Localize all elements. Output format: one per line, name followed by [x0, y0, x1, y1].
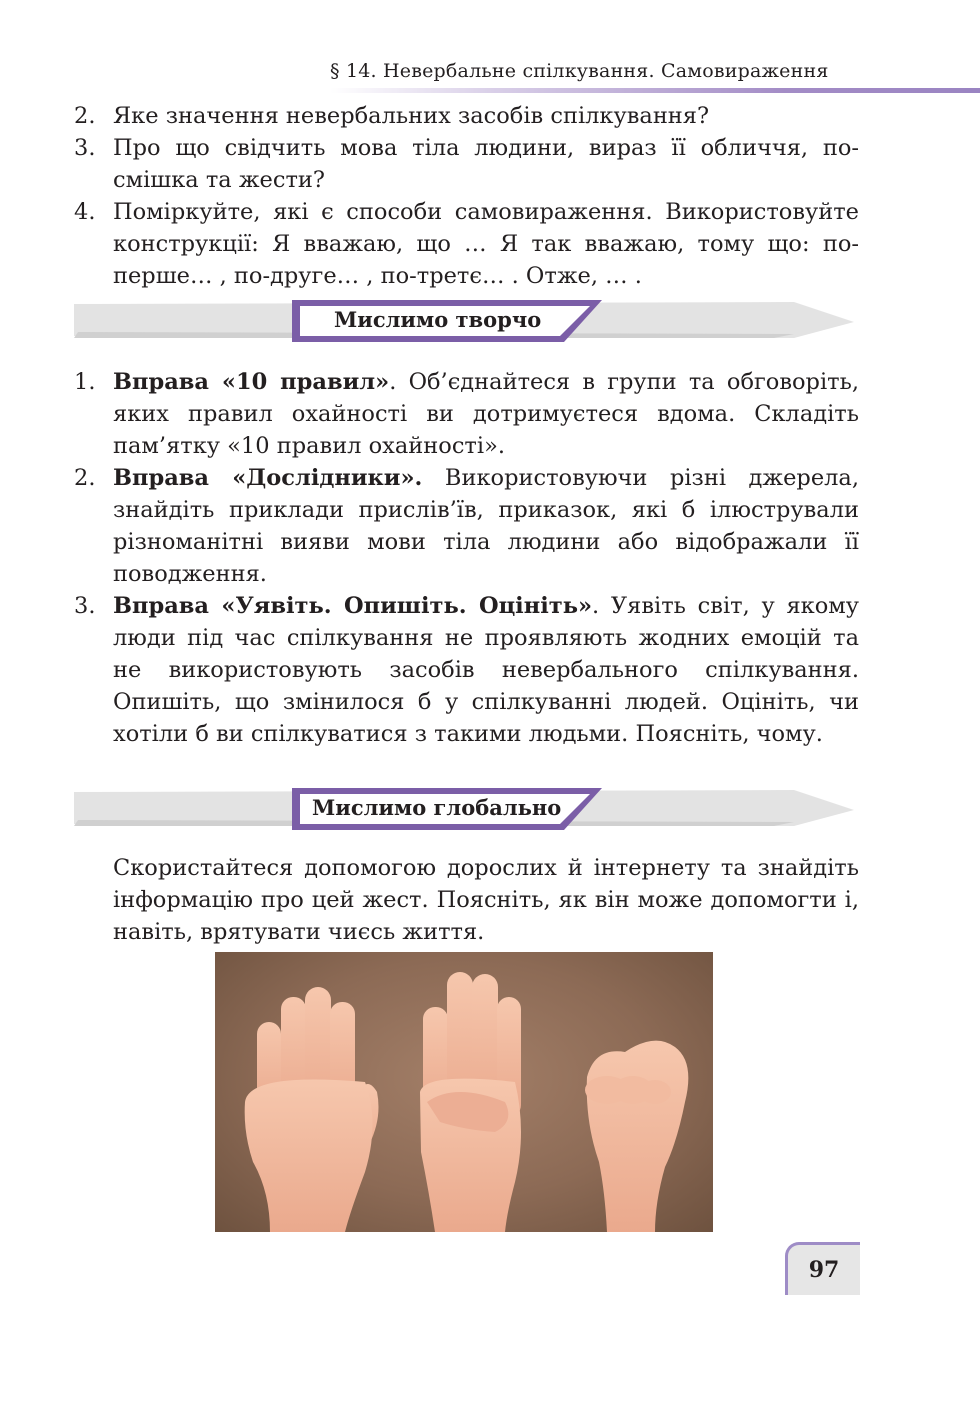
item-number: 1. — [74, 369, 96, 395]
item-number: 3. — [74, 593, 96, 619]
questions-list — [74, 100, 859, 292]
item-number: 2. — [74, 465, 96, 491]
list-item — [74, 132, 859, 196]
hand-gesture-photo — [215, 952, 713, 1232]
item-text: Поміркуйте, які є способи самовираження. Використовуйте конструкції: Я вважаю, що … Я так вважаю, тому що: по-перше… , по-друге… , по-третє… . Отже, … . — [113, 199, 859, 289]
item-text — [113, 590, 859, 750]
section-banner-creative — [74, 298, 854, 344]
open-palm-hand — [245, 987, 379, 1232]
item-text — [113, 366, 859, 462]
exercises-list — [74, 366, 859, 750]
closed-fist-hand — [585, 1041, 688, 1232]
section-title: Мислимо глобально — [312, 795, 562, 820]
item-number: 4. — [74, 199, 96, 225]
tucked-thumb-hand — [420, 972, 521, 1232]
running-head: § 14. Невербальне спілкування. Самовираження — [330, 60, 829, 82]
item-text — [113, 462, 859, 590]
section-banner-global — [74, 786, 854, 832]
global-task-text: Скористайтеся допомогою дорослих й інтернету та знайдіть інформацію про цей жест. Поясніть, як він може допомогти і, навіть, врятувати чиєсь життя. — [113, 855, 859, 945]
exercise-body: . Уявіть світ, у якому люди під час спілкування не проявляють жодних емоцій та не використовують засобів невербального спілкування. Опишіть, що змінилося б у спілкуванні людей. Оцініть, чи хотіли б ви спілкуватися з такими людьми. Поясніть, чому. — [113, 593, 859, 747]
exercise-title: Вправа «Дослідники». — [113, 465, 423, 491]
exercise-title: Вправа «10 правил» — [113, 369, 390, 395]
list-item — [74, 366, 859, 462]
list-item — [74, 196, 859, 292]
item-number: 3. — [74, 135, 96, 161]
item-text: Яке значення невербальних засобів спілкування? — [113, 103, 710, 129]
header-rule — [330, 88, 980, 93]
item-number: 2. — [74, 103, 96, 129]
section-title: Мислимо творчо — [334, 307, 542, 332]
list-item — [74, 590, 859, 750]
list-item — [74, 100, 859, 132]
exercise-body: . Об’єднайтеся в групи та обговоріть, яких правил охайності ви дотримуєтеся вдома. Складіть пам’ятку «10 правил охайності». — [113, 369, 859, 459]
global-task — [74, 852, 859, 948]
item-text: Про що свідчить мова тіла людини, вираз її обличчя, посмішка та жести? — [113, 135, 859, 193]
paragraph — [74, 852, 859, 948]
exercise-title: Вправа «Уявіть. Опишіть. Оцініть» — [113, 593, 593, 619]
page-number: 97 — [785, 1242, 860, 1295]
exercise-body: Використовуючи різні джерела, знайдіть приклади прислів’їв, приказок, які б ілюстрували різноманітні вияви мови тіла людини або відображали її поводження. — [113, 465, 859, 587]
list-item — [74, 462, 859, 590]
